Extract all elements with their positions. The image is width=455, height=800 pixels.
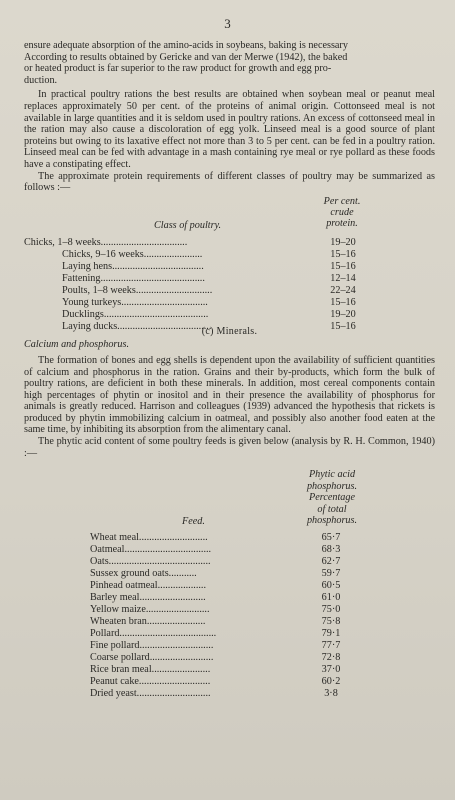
table-cell-value: 59·7 bbox=[321, 568, 341, 580]
table-row: Oats........................................ bbox=[90, 556, 211, 568]
table-row: Wheaten bran....................... bbox=[90, 616, 206, 628]
table-row: Laying hens.................................... bbox=[62, 260, 204, 272]
table-cell-value: 3·8 bbox=[324, 688, 338, 700]
table-cell-value: 79·1 bbox=[321, 628, 341, 640]
class-column-header: Class of poultry. bbox=[154, 219, 222, 231]
table-row: Coarse pollard......................... bbox=[90, 652, 214, 664]
protein-rows bbox=[24, 237, 324, 333]
table-row: Laying ducks..................................... bbox=[62, 320, 212, 332]
feed-column-header: Feed. bbox=[182, 516, 205, 528]
table-row: Oatmeal.................................. bbox=[90, 544, 212, 556]
intro-line: duction. bbox=[24, 74, 58, 86]
table-cell-value: 12–14 bbox=[330, 272, 356, 284]
table-row: Poults, 1–8 weeks.............................. bbox=[62, 284, 213, 296]
intro-line: or heated product is far superior to the raw product for growth and egg pro- bbox=[24, 63, 332, 75]
table-cell-value: 37·0 bbox=[321, 664, 341, 676]
table-row: Chicks, 9–16 weeks....................... bbox=[62, 248, 203, 260]
table-cell-value: 65·7 bbox=[321, 532, 341, 544]
table-row: Fattening......................................... bbox=[62, 272, 205, 284]
table-cell-value: 77·7 bbox=[321, 640, 341, 652]
intro-line: According to results obtained by Gericke and van der Merwe (1942), the baked bbox=[24, 51, 348, 63]
table-row: Barley meal.......................... bbox=[90, 592, 206, 604]
table-cell-value: 75·8 bbox=[321, 616, 341, 628]
paragraph-calcium-phosphorus: The formation of bones and egg shells is dependent upon the availability of sufficient quantities of calcium and phosphorus in the ration. Grains and their by-products, which form the bulk of poultry rations, are deficient in both these minerals. In addition, most cereal components contain high percentages of phytin or inositol and in their presence the availability of phosphorus for animals is greatly reduced. Harrison and colleagues (1939) advanced the hypothesis that rickets is produced by phytin immobilizing calcium in oatmeal, and possibly also another food eaten at the same time, by inhibiting its absorption from the alimentary canal. bbox=[24, 354, 435, 436]
table-row: Sussex ground oats........... bbox=[90, 568, 197, 580]
table-row: Dried yeast............................. bbox=[90, 688, 211, 700]
protein-column-header: Per cent. crude protein. bbox=[323, 195, 361, 229]
intro-line: ensure adequate absorption of the amino-acids in soybeans, baking is necessary bbox=[24, 40, 348, 51]
paragraph-protein-requirements: The approximate protein requirements of different classes of poultry may be summarized as follows :— bbox=[24, 170, 435, 194]
table-row: Young turkeys.................................. bbox=[62, 296, 208, 308]
phytic-values bbox=[306, 532, 356, 700]
phytic-rows bbox=[90, 532, 300, 700]
table-row: Ducklings......................................... bbox=[62, 308, 209, 320]
table-row: Fine pollard............................. bbox=[90, 640, 214, 652]
table-cell-value: 15–16 bbox=[330, 296, 356, 308]
table-row: Pollard...................................... bbox=[90, 628, 217, 640]
table-row: Chicks, 1–8 weeks.................................. bbox=[24, 236, 188, 248]
intro-paragraph bbox=[24, 40, 435, 86]
page-body bbox=[24, 40, 435, 701]
page-number: 3 bbox=[224, 16, 231, 31]
table-cell-value: 60·2 bbox=[321, 676, 341, 688]
table-row: Wheat meal........................... bbox=[90, 532, 208, 544]
phytic-acid-table bbox=[24, 469, 435, 701]
table-cell-value: 15–16 bbox=[330, 260, 356, 272]
table-cell-value: 15–16 bbox=[330, 248, 356, 260]
table-cell-value: 19–20 bbox=[330, 308, 356, 320]
table-row: Pinhead oatmeal................... bbox=[90, 580, 207, 592]
paragraph-poultry-rations: In practical poultry rations the best results are obtained when soybean meal or peanut meal replaces approximately 50 per cent. of the proteins of animal origin. Cottonseed meal is not available in large quantities and it is seldom used in poultry rations. An excess of cottonseed meal in the ration may also cause a discoloration of egg yolk. Linseed meal is a good source of plant proteins but owing to its laxative effect not more than 3 to 5 per cent. can be fed in a poultry ration. Linseed meal can be fed with advantage in a mash containing rye meal or rye pollard as these foods have a constipating effect. bbox=[24, 89, 435, 170]
table-cell-value: 61·0 bbox=[321, 592, 341, 604]
table-cell-value: 60·5 bbox=[321, 580, 341, 592]
table-row: Yellow maize......................... bbox=[90, 604, 210, 616]
table-cell-value: 15–16 bbox=[330, 320, 356, 332]
table-cell-value: 75·0 bbox=[321, 604, 341, 616]
table-row: Rice bran meal....................... bbox=[90, 664, 211, 676]
phytic-column-header: Phytic acid phosphorus. Percentage of total phosphorus. bbox=[306, 469, 358, 527]
table-cell-value: 19–20 bbox=[330, 236, 356, 248]
table-row: Peanut cake............................ bbox=[90, 676, 211, 688]
table-cell-value: 72·8 bbox=[321, 652, 341, 664]
table-cell-value: 22–24 bbox=[330, 284, 356, 296]
paragraph-phytic-acid: The phytic acid content of some poultry feeds is given below (analysis by R. H. Common, 1940) :— bbox=[24, 436, 435, 459]
protein-values bbox=[316, 237, 370, 333]
section-heading: (c) Minerals. bbox=[201, 325, 258, 337]
subheading: Calcium and phosphorus. bbox=[24, 339, 129, 351]
table-cell-value: 68·3 bbox=[321, 544, 341, 556]
table-cell-value: 62·7 bbox=[321, 556, 341, 568]
